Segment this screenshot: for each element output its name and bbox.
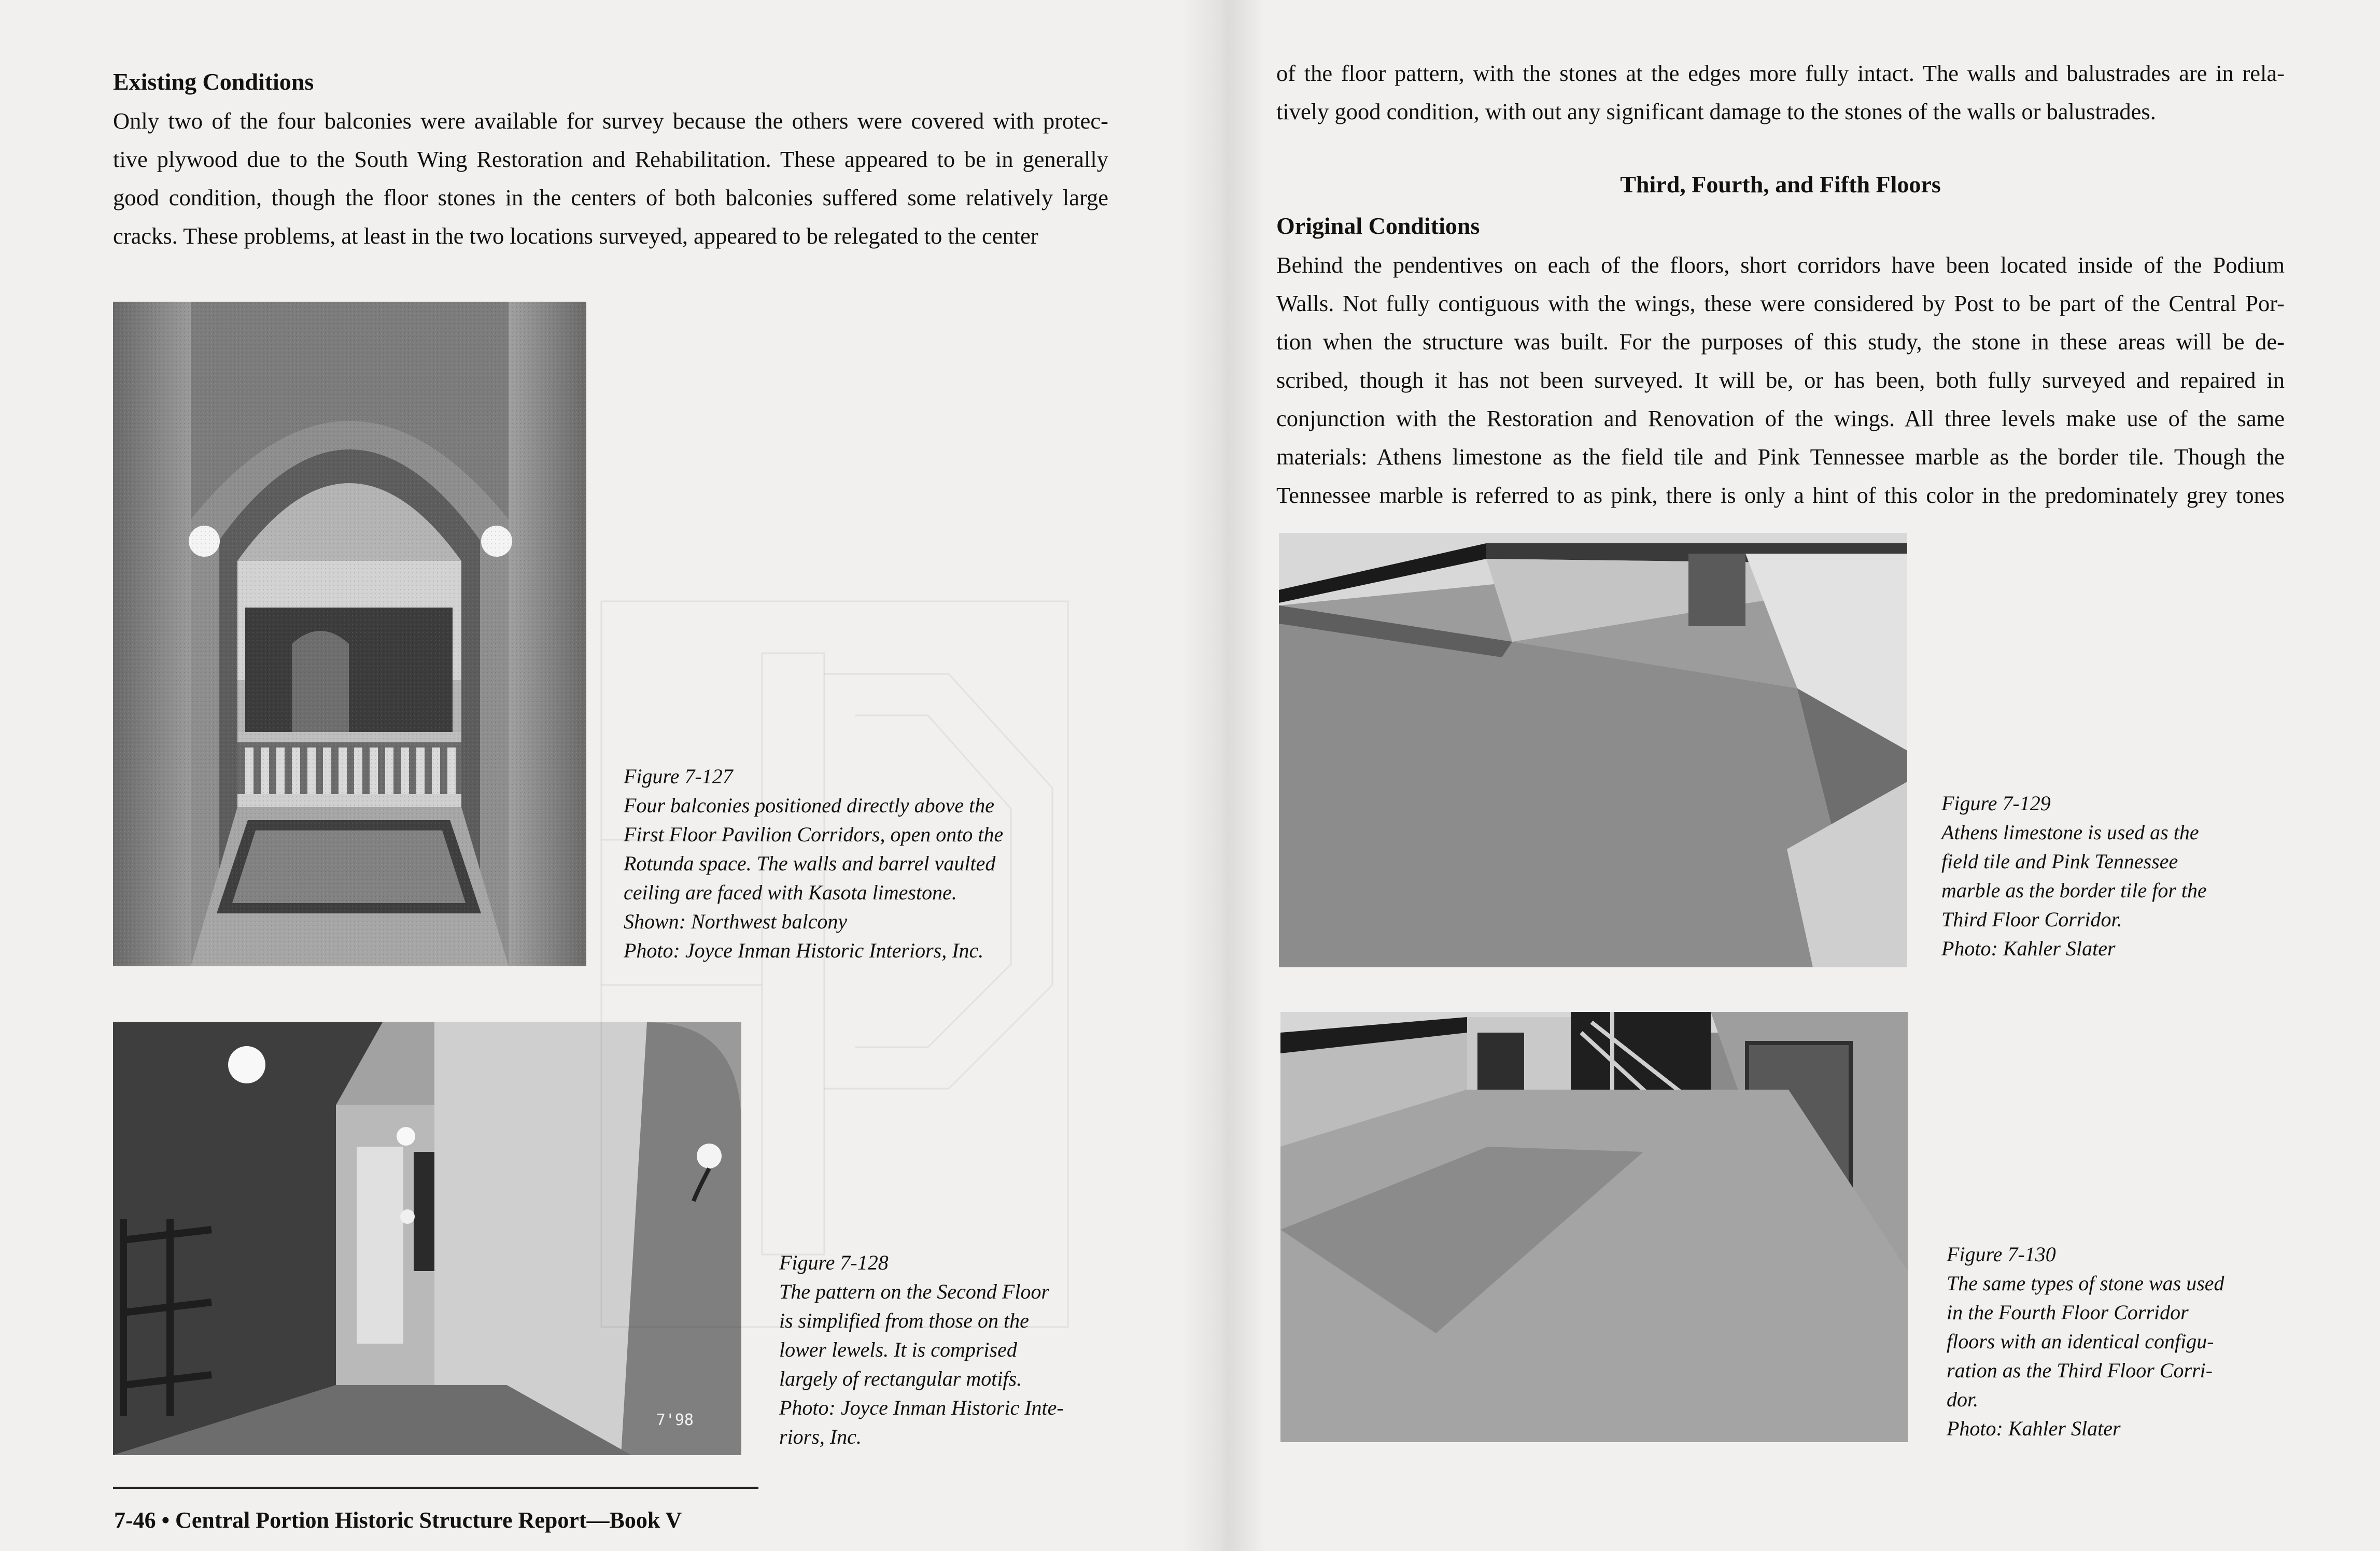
heading-original-conditions: Original Conditions — [1276, 213, 1480, 239]
figure-7-130-photo — [1280, 1012, 1908, 1442]
caption-line: Third Floor Corridor. — [1941, 908, 2122, 931]
caption-line: Figure 7-130 — [1947, 1243, 2056, 1266]
text-line: Behind the pendentives on each of the floors, short corridors have been located inside of the Podium — [1276, 252, 2285, 278]
figure-7-129-caption — [1941, 789, 2207, 963]
text-line: cracks. These problems, at least in the two locations surveyed, appeared to be relegated to the center — [113, 223, 1038, 249]
text-line: Tennessee marble is referred to as pink, there is only a hint of this color in the predominately grey tones — [1276, 482, 2285, 508]
caption-line: ration as the Third Floor Corri- — [1947, 1359, 2213, 1382]
text-line: scribed, though it has not been surveyed. It will be, or has been, both fully surveyed and repaired in — [1276, 367, 2285, 393]
caption-line: Four balconies positioned directly above the — [624, 794, 995, 817]
photo-date-stamp: 7'98 — [656, 1411, 694, 1429]
caption-line: floors with an identical configu- — [1947, 1330, 2214, 1353]
caption-line: field tile and Pink Tennessee — [1941, 850, 2178, 873]
caption-line: riors, Inc. — [779, 1425, 862, 1448]
text-line: Only two of the four balconies were available for survey because the others were covered with protec- — [113, 108, 1108, 134]
caption-line: Rotunda space. The walls and barrel vaulted — [624, 852, 996, 875]
text-line: good condition, though the floor stones in the centers of both balconies suffered some relatively large — [113, 185, 1108, 210]
caption-line: The pattern on the Second Floor — [779, 1280, 1050, 1303]
text-line: tive plywood due to the South Wing Restoration and Rehabilitation. These appeared to be in generally — [113, 146, 1108, 172]
bleed-through-floor-plan — [586, 518, 1104, 1400]
caption-line: Figure 7-129 — [1941, 792, 2051, 815]
right-continuation-paragraph — [1276, 54, 2285, 131]
caption-line: Photo: Joyce Inman Historic Inte- — [779, 1396, 1064, 1419]
caption-line: Photo: Kahler Slater — [1941, 937, 2116, 960]
footer-rule — [113, 1487, 758, 1489]
caption-line: Figure 7-128 — [779, 1251, 889, 1274]
text-line: of the floor pattern, with the stones at the edges more fully intact. The walls and balustrades are in rela- — [1276, 60, 2285, 86]
heading-existing-conditions: Existing Conditions — [113, 68, 314, 95]
caption-line: dor. — [1947, 1388, 1979, 1411]
caption-line: lower lewels. It is comprised — [779, 1338, 1017, 1361]
figure-7-127-photo — [113, 302, 586, 966]
caption-line: ceiling are faced with Kasota limestone. — [624, 881, 957, 904]
text-line: conjunction with the Restoration and Renovation of the wings. All three levels make use of the same — [1276, 405, 2285, 431]
caption-line: is simplified from those on the — [779, 1309, 1029, 1332]
heading-third-fourth-fifth-floors: Third, Fourth, and Fifth Floors — [1620, 171, 1941, 198]
text-line: tion when the structure was built. For the purposes of this study, the stone in these areas will be de- — [1276, 329, 2285, 355]
text-line: tively good condition, with out any significant damage to the stones of the walls or balustrades. — [1276, 98, 2156, 124]
caption-line: Athens limestone is used as the — [1941, 821, 2199, 844]
caption-line: First Floor Pavilion Corridors, open onto the — [624, 823, 1004, 846]
text-line: materials: Athens limestone as the field tile and Pink Tennessee marble as the border tile. Though the — [1276, 444, 2285, 470]
caption-line: marble as the border tile for the — [1941, 879, 2207, 902]
page-footer: 7-46 • Central Portion Historic Structure Report—Book V — [114, 1507, 682, 1533]
caption-line: The same types of stone was used — [1947, 1272, 2224, 1295]
caption-line: largely of rectangular motifs. — [779, 1367, 1022, 1390]
left-body-paragraph — [113, 102, 1108, 255]
caption-line: Figure 7-127 — [624, 765, 733, 788]
text-line: Walls. Not fully contiguous with the wings, these were considered by Post to be part of the Central Por- — [1276, 290, 2285, 316]
figure-7-130-caption — [1947, 1240, 2224, 1443]
caption-line: Photo: Kahler Slater — [1947, 1417, 2121, 1440]
caption-line: Shown: Northwest balcony — [624, 910, 848, 933]
right-body-paragraph — [1276, 246, 2285, 514]
figure-7-129-photo — [1279, 533, 1907, 967]
caption-line: in the Fourth Floor Corridor — [1947, 1301, 2189, 1324]
caption-line: Photo: Joyce Inman Historic Interiors, Inc. — [624, 939, 984, 962]
right-page — [1190, 0, 2380, 1551]
